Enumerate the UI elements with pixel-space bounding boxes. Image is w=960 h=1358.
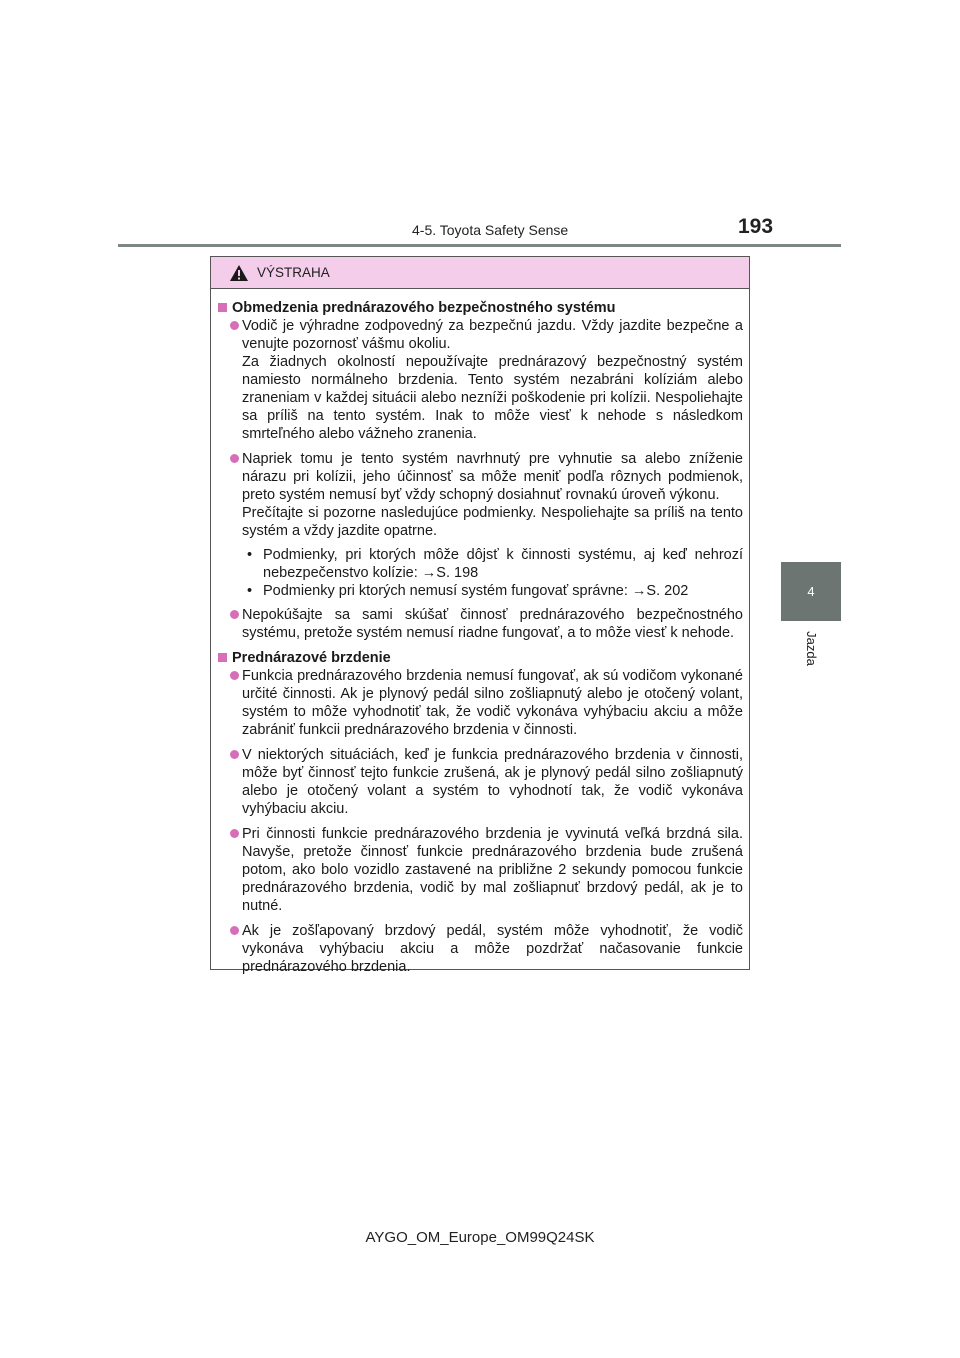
section-heading [217,649,743,667]
list-item [217,922,743,976]
round-bullet-icon [230,926,239,935]
sub-list-item [217,546,743,582]
round-bullet-icon [230,610,239,619]
paragraph: Ak je zošľapovaný brzdový pedál, systém môže vyhodnotiť, že vodič vykonáva vyhýbaciu akciu a môže pozdržať načasovanie funkcie prednárazového brzdenia. [242,923,743,975]
section-heading-text: Prednárazové brzdenie [232,650,391,666]
section-title: 4-5. Toyota Safety Sense [412,222,569,238]
round-bullet-icon [230,454,239,463]
list-item [217,317,743,443]
chapter-label-text: Jazda [803,630,819,666]
warning-body [211,289,749,976]
chapter-label [776,628,846,668]
section-heading-text: Obmedzenia prednárazového bezpečnostného systému [232,300,616,316]
list-item [217,746,743,818]
list-item [217,450,743,540]
dot-bullet-icon: • [247,583,253,599]
paragraph: Napriek tomu je tento systém navrhnutý pre vyhnutie sa alebo zníženie nárazu pri kolízii, jeho účinnosť sa môže meniť podľa rôznych podmienok, preto systém nemusí byť vždy schopný dosiahnuť rovnakú úroveň výkonu. [242,451,743,503]
list-item [217,606,743,642]
round-bullet-icon [230,321,239,330]
warning-title: VÝSTRAHA [257,265,330,280]
dot-bullet-icon: • [247,547,253,563]
square-bullet-icon [218,303,227,312]
cross-reference[interactable]: Podmienky pri ktorých nemusí systém fungovať správne: →S. 202 [263,583,689,599]
paragraph: V niektorých situáciách, keď je funkcia prednárazového brzdenia v činnosti, môže byť činnosť tejto funkcie zrušená, ak je plynový pedál silno zošliapnutý alebo je otočený volant a systém to vyhodnotí tak, že vodič vykonáva vyhýbaciu akciu. [242,747,743,817]
list-item [217,825,743,915]
header-rule [118,244,841,247]
paragraph: Nepokúšajte sa sami skúšať činnosť prednárazového bezpečnostného systému, pretože systém nemusí riadne fungovať, a to môže viesť k nehode. [242,607,743,641]
warning-box [210,256,750,975]
list-item [217,667,743,739]
square-bullet-icon [218,653,227,662]
paragraph: Funkcia prednárazového brzdenia nemusí fungovať, ak sú vodičom vykonané určité činnosti. Ak je plynový pedál silno zošliapnutý alebo je otočený volant, systém to môže vyhodnotiť tak, že vodič vykonáva vyhýbaciu akciu a môže zabrániť funkcii prednárazového brzdenia v činnosti. [242,668,743,738]
sub-list-item [217,582,743,600]
round-bullet-icon [230,829,239,838]
warning-header [211,257,749,289]
round-bullet-icon [230,750,239,759]
round-bullet-icon [230,671,239,680]
paragraph: Pri činnosti funkcie prednárazového brzdenia je vyvinutá veľká brzdná sila. Navyše, pretože činnosť funkcie prednárazového brzdenia bude zrušená potom, ako bolo vozidlo zastavené na približne 2 sekundy pomocou funkcie prednárazového brzdenia, vodič by mal zošliapnuť brzdový pedál, ak je to nutné. [242,826,743,914]
section-heading [217,299,743,317]
page-number: 193 [738,215,774,238]
chapter-tab: 4 [781,562,841,621]
sub-list [217,546,743,600]
document-code: AYGO_OM_Europe_OM99Q24SK [365,1229,595,1246]
paragraph: Vodič je výhradne zodpovedný za bezpečnú jazdu. Vždy jazdite bezpečne a venujte pozornosť vášmu okoliu. [242,318,743,352]
paragraph: Prečítajte si pozorne nasledujúce podmienky. Nespoliehajte sa príliš na tento systém a vždy jazdite opatrne. [242,505,743,539]
paragraph: Za žiadnych okolností nepoužívajte prednárazový bezpečnostný systém namiesto normálneho brzdenia. Tento systém nezabráni kolíziám alebo zraneniam v každej situácii alebo nezníži poškodenie pri kolízii. Nespoliehajte sa príliš na tento systém. Inak to môže viesť k nehode s následkom smrteľného alebo vážneho zranenia. [242,354,743,442]
warning-triangle-icon [229,264,249,282]
cross-reference[interactable]: Podmienky, pri ktorých môže dôjsť k činnosti systému, aj keď nehrozí nebezpečenstvo kolízie: →S. 198 [263,547,743,581]
